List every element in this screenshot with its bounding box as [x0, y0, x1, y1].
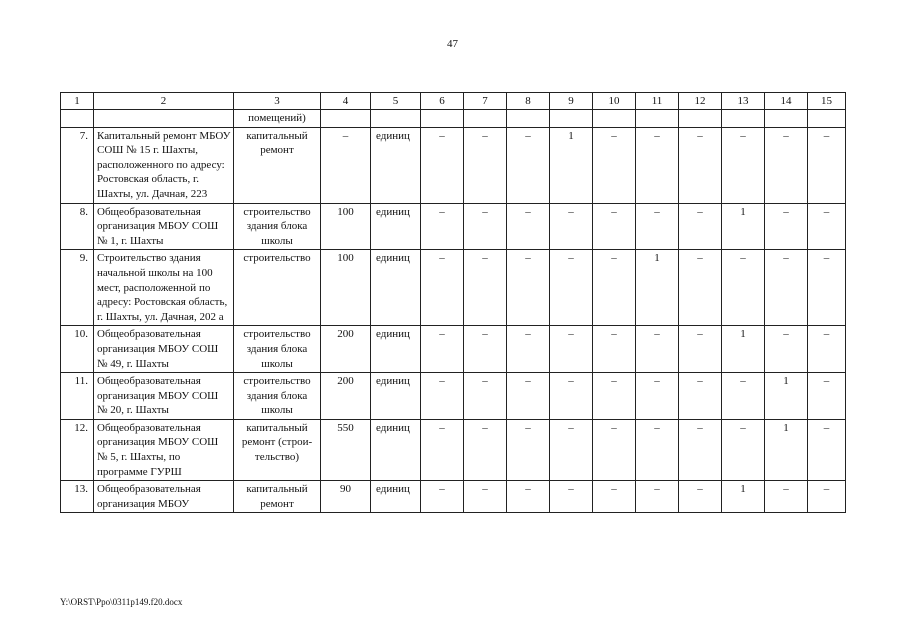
year-value: – [421, 127, 464, 203]
column-header: 2 [94, 93, 234, 110]
header-row [61, 93, 846, 110]
object-name: Общеобразовательная организация МБОУ СОШ № 1, г. Шахты [94, 203, 234, 250]
table-row [61, 203, 846, 250]
capacity: 200 [321, 326, 371, 373]
year-value: – [679, 481, 722, 513]
work-type: капитальный ремонт [234, 127, 321, 203]
year-value: 1 [765, 419, 808, 480]
year-value: – [808, 326, 846, 373]
table-cell [550, 110, 593, 128]
year-value: – [808, 373, 846, 420]
table-cell [464, 110, 507, 128]
year-value: 1 [722, 326, 765, 373]
year-value: – [808, 203, 846, 250]
year-value: – [722, 419, 765, 480]
table-cell [421, 110, 464, 128]
object-name: Общеобразовательная организация МБОУ СОШ № 5, г. Шахты, по программе ГУРШ [94, 419, 234, 480]
year-value: – [636, 373, 679, 420]
year-value: – [593, 373, 636, 420]
work-type: строительство здания блока школы [234, 373, 321, 420]
year-value: – [679, 373, 722, 420]
year-value: – [765, 127, 808, 203]
object-name: Общеобразовательная организация МБОУ СОШ № 49, г. Шахты [94, 326, 234, 373]
table-cell [593, 110, 636, 128]
year-value: – [507, 326, 550, 373]
year-value: – [636, 203, 679, 250]
work-type: строительство здания блока школы [234, 326, 321, 373]
table-cell [636, 110, 679, 128]
year-value: – [507, 203, 550, 250]
year-value: – [421, 481, 464, 513]
object-name: Капитальный ремонт МБОУ СОШ № 15 г. Шахты, расположенного по адресу: Ростовская область, г. Шахты, ул. Дачная, 223 [94, 127, 234, 203]
year-value: – [550, 326, 593, 373]
year-value: – [550, 481, 593, 513]
table-cell: помещений) [234, 110, 321, 128]
table-cell [94, 110, 234, 128]
year-value: – [550, 250, 593, 326]
year-value: – [464, 250, 507, 326]
unit: единиц [371, 127, 421, 203]
row-number: 7. [61, 127, 94, 203]
work-type: капитальный ремонт (строи-тельство) [234, 419, 321, 480]
row-number: 12. [61, 419, 94, 480]
table-cell [61, 110, 94, 128]
year-value: – [722, 373, 765, 420]
column-header: 12 [679, 93, 722, 110]
unit: единиц [371, 250, 421, 326]
capacity: 100 [321, 250, 371, 326]
column-header: 6 [421, 93, 464, 110]
column-header: 5 [371, 93, 421, 110]
work-type: строительство [234, 250, 321, 326]
year-value: – [593, 481, 636, 513]
column-header: 15 [808, 93, 846, 110]
year-value: – [507, 481, 550, 513]
year-value: – [679, 419, 722, 480]
year-value: – [765, 203, 808, 250]
unit: единиц [371, 419, 421, 480]
unit: единиц [371, 373, 421, 420]
year-value: – [765, 481, 808, 513]
year-value: – [550, 203, 593, 250]
work-type: капитальный ремонт [234, 481, 321, 513]
year-value: – [636, 419, 679, 480]
object-name: Строительство здания начальной школы на 100 мест, расположенной по адресу: Ростовская область, г. Шахты, ул. Дачная, 202 а [94, 250, 234, 326]
table-cell [371, 110, 421, 128]
object-name: Общеобразовательная организация МБОУ [94, 481, 234, 513]
year-value: – [593, 127, 636, 203]
table-cell [679, 110, 722, 128]
year-value: – [808, 419, 846, 480]
table-cell [321, 110, 371, 128]
year-value: – [421, 326, 464, 373]
row-number: 9. [61, 250, 94, 326]
table-row [61, 127, 846, 203]
capacity: 200 [321, 373, 371, 420]
year-value: – [421, 373, 464, 420]
year-value: – [636, 326, 679, 373]
column-header: 9 [550, 93, 593, 110]
year-value: 1 [636, 250, 679, 326]
table-cell [507, 110, 550, 128]
capacity: 90 [321, 481, 371, 513]
unit: единиц [371, 326, 421, 373]
row-number: 8. [61, 203, 94, 250]
year-value: – [421, 250, 464, 326]
year-value: – [464, 373, 507, 420]
year-value: – [593, 419, 636, 480]
year-value: 1 [550, 127, 593, 203]
column-header: 10 [593, 93, 636, 110]
year-value: – [464, 419, 507, 480]
year-value: – [464, 203, 507, 250]
capacity: – [321, 127, 371, 203]
footer-file-path: Y:\ORST\Ppo\0311p149.f20.docx [60, 597, 183, 607]
year-value: – [636, 481, 679, 513]
year-value: – [722, 250, 765, 326]
column-header: 8 [507, 93, 550, 110]
table-row [61, 481, 846, 513]
column-header: 14 [765, 93, 808, 110]
continuation-row [61, 110, 846, 128]
column-header: 13 [722, 93, 765, 110]
unit: единиц [371, 203, 421, 250]
row-number: 10. [61, 326, 94, 373]
object-name: Общеобразовательная организация МБОУ СОШ № 20, г. Шахты [94, 373, 234, 420]
year-value: – [808, 127, 846, 203]
year-value: – [507, 127, 550, 203]
year-value: – [507, 250, 550, 326]
year-value: – [464, 127, 507, 203]
year-value: – [808, 250, 846, 326]
table-row [61, 326, 846, 373]
year-value: – [464, 326, 507, 373]
year-value: 1 [722, 481, 765, 513]
year-value: – [550, 373, 593, 420]
year-value: – [507, 419, 550, 480]
row-number: 13. [61, 481, 94, 513]
year-value: – [421, 419, 464, 480]
year-value: – [507, 373, 550, 420]
table-cell [808, 110, 846, 128]
year-value: – [765, 250, 808, 326]
year-value: – [593, 203, 636, 250]
table-cell [722, 110, 765, 128]
column-header: 11 [636, 93, 679, 110]
year-value: – [464, 481, 507, 513]
year-value: – [679, 127, 722, 203]
year-value: 1 [722, 203, 765, 250]
year-value: – [679, 326, 722, 373]
year-value: – [636, 127, 679, 203]
year-value: – [765, 326, 808, 373]
table-row [61, 419, 846, 480]
page-number: 47 [447, 38, 458, 50]
column-header: 3 [234, 93, 321, 110]
year-value: – [593, 326, 636, 373]
year-value: – [421, 203, 464, 250]
table-row [61, 250, 846, 326]
capacity: 550 [321, 419, 371, 480]
table-cell [765, 110, 808, 128]
year-value: – [722, 127, 765, 203]
column-header: 7 [464, 93, 507, 110]
capacity: 100 [321, 203, 371, 250]
data-table [60, 92, 846, 513]
year-value: – [593, 250, 636, 326]
column-header: 4 [321, 93, 371, 110]
unit: единиц [371, 481, 421, 513]
year-value: 1 [765, 373, 808, 420]
year-value: – [679, 250, 722, 326]
year-value: – [808, 481, 846, 513]
row-number: 11. [61, 373, 94, 420]
year-value: – [679, 203, 722, 250]
table-row [61, 373, 846, 420]
work-type: строительство здания блока школы [234, 203, 321, 250]
year-value: – [550, 419, 593, 480]
column-header: 1 [61, 93, 94, 110]
